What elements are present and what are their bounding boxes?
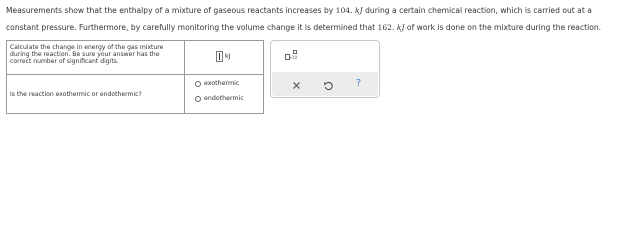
- problem-text: constant pressure. Furthermore, by carefully monitoring the volume change it is determined that: [6, 23, 378, 32]
- endothermic-label[interactable]: endothermic: [204, 95, 244, 102]
- exothermic-label[interactable]: exothermic: [204, 80, 240, 87]
- reaction-type-question-text: Is the reaction exothermic or endothermic?: [10, 91, 142, 98]
- enthalpy-unit: kJ: [355, 6, 363, 15]
- problem-line-1: [6, 2, 618, 19]
- question-row-energy: [7, 41, 263, 75]
- problem-statement: [6, 2, 618, 36]
- problem-line-2: [6, 19, 618, 36]
- question-table: [6, 40, 264, 114]
- energy-answer-unit: kJ: [225, 53, 231, 60]
- energy-question-text: Calculate the change in energy of the gas mixture during the reaction. Be sure your answer has the correct number of significant digits.: [10, 44, 164, 66]
- scientific-notation-icon[interactable]: [285, 50, 303, 64]
- enthalpy-value: 104.: [335, 6, 353, 15]
- table-divider: [184, 41, 185, 113]
- undo-icon[interactable]: [322, 77, 335, 90]
- x10-label: x10: [289, 56, 298, 61]
- tools-bottom: [272, 72, 378, 96]
- close-icon[interactable]: [290, 77, 303, 90]
- energy-answer-input[interactable]: [216, 51, 223, 62]
- problem-text: Measurements show that the enthalpy of a mixture of gaseous reactants increases by: [6, 6, 336, 15]
- problem-text: of work is done on the mixture during the reaction.: [404, 23, 602, 32]
- work-unit: kJ: [396, 23, 405, 32]
- work-value: 162.: [377, 23, 395, 32]
- answer-tools-panel: [270, 40, 380, 98]
- help-icon[interactable]: ?: [355, 78, 362, 89]
- exponent-box: [293, 50, 297, 54]
- exothermic-radio[interactable]: [195, 81, 201, 87]
- problem-text: during a certain chemical reaction, which is carried out at a: [362, 6, 592, 15]
- endothermic-radio[interactable]: [195, 96, 201, 102]
- tools-top: [272, 42, 378, 71]
